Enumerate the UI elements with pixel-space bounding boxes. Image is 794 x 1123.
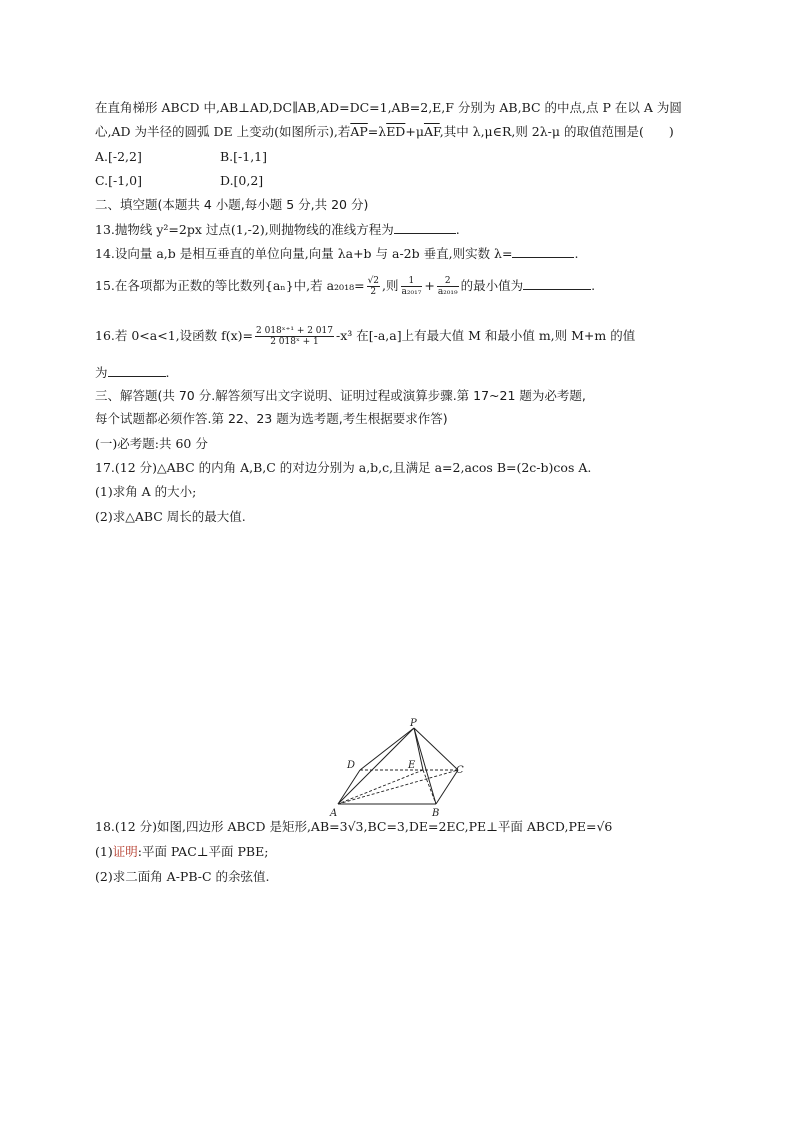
label-d: D <box>347 760 356 771</box>
section-fill-in-heading: 二、填空题(本题共 4 小题,每小题 5 分,共 20 分) <box>95 197 369 212</box>
q12-line2: 心,AD 为半径的圆弧 DE 上变动(如图所示),若$\overline{AP}=\lambda\overline{ED}+\mu\overline{AF}$,其中 λ,μ∈R,则 2λ-μ 的取值范围是( ) <box>95 124 674 139</box>
q17-part1: (1)求角 A 的大小; <box>95 484 197 499</box>
q18-part1: (1)证明:平面 PAC⊥平面 PBE; <box>95 844 269 859</box>
section-solution-heading-line1: 三、解答题(共 70 分.解答须写出文字说明、证明过程或演算步骤.第 17~21 题为必考题, <box>95 388 586 403</box>
label-a: A <box>330 808 338 819</box>
q17-part2: (2)求△ABC 周长的最大值. <box>95 509 246 524</box>
q13: 13.抛物线 y²=2px 过点(1,-2),则抛物线的准线方程为 . <box>95 222 460 237</box>
prove-keyword: 证明 <box>112 844 138 859</box>
answer-blank <box>512 245 574 258</box>
label-p: P <box>410 718 417 729</box>
answer-blank <box>108 364 166 377</box>
vector-ed: $\overline{ED}$ <box>386 124 406 139</box>
fraction: $\frac{√2}{2}$ <box>367 276 380 297</box>
q16-line2: 为 . <box>95 365 170 380</box>
vector-af: $\overline{AF}$ <box>423 124 440 139</box>
q12-line1: 在直角梯形 ABCD 中,AB⊥AD,DC∥AB,AD=DC=1,AB=2,E,F 分别为 AB,BC 的中点,点 P 在以 A 为圆 <box>95 100 682 115</box>
q12-option-c: C.[-1,0] <box>95 173 142 188</box>
pyramid-figure <box>325 718 475 823</box>
fraction: $\frac{1}{\text{a₂₀₁₇}}$ <box>401 276 422 297</box>
q18-stem: 18.(12 分)如图,四边形 ABCD 是矩形,AB=3√3,BC=3,DE=2EC,PE⊥平面 ABCD,PE=√6 <box>95 819 613 834</box>
vector-ap: $\overline{AP}$ <box>350 124 368 139</box>
q15: 15.在各项都为正数的等比数列{aₙ}中,若 a₂₀₁₈= $\frac{√2}{2}$ ,则 $\frac{1}{\text{a₂₀₁₇}}$ + $\frac{2}{\text{a₂₀₁₉}}$ 的最小值为 . <box>95 276 596 297</box>
q14: 14.设向量 a,b 是相互垂直的单位向量,向量 λa+b 与 a-2b 垂直,则实数 λ= . <box>95 246 579 261</box>
q12-option-d: D.[0,2] <box>220 173 264 188</box>
q12-option-a: A.[-2,2] <box>95 149 142 164</box>
section-solution-heading-line2: 每个试题都必须作答.第 22、23 题为选考题,考生根据要求作答) <box>95 411 448 426</box>
label-e: E <box>408 760 416 771</box>
q16-line1: 16.若 0<a<1,设函数 f(x)= $\frac{\text{2 018ˣ⁺¹ + 2 017}}{\text{2 018ˣ + 1}}$ -x³ 在[-a,a]上有最大值 M 和最小值 m,则 M+m 的值 <box>95 326 636 347</box>
answer-blank <box>394 221 456 234</box>
q17-stem: 17.(12 分)△ABC 的内角 A,B,C 的对边分别为 a,b,c,且满足 a=2,acos B=(2c-b)cos A. <box>95 460 592 475</box>
fraction: $\frac{\text{2 018ˣ⁺¹ + 2 017}}{\text{2 018ˣ + 1}}$ <box>256 326 333 347</box>
answer-blank <box>523 277 591 290</box>
required-heading: (一)必考题:共 60 分 <box>95 436 208 451</box>
label-b: B <box>432 808 440 819</box>
q12-option-b: B.[-1,1] <box>220 149 268 164</box>
q18-part2: (2)求二面角 A-PB-C 的余弦值. <box>95 869 270 884</box>
label-c: C <box>456 765 464 776</box>
fraction: $\frac{2}{\text{a₂₀₁₉}}$ <box>437 276 458 297</box>
